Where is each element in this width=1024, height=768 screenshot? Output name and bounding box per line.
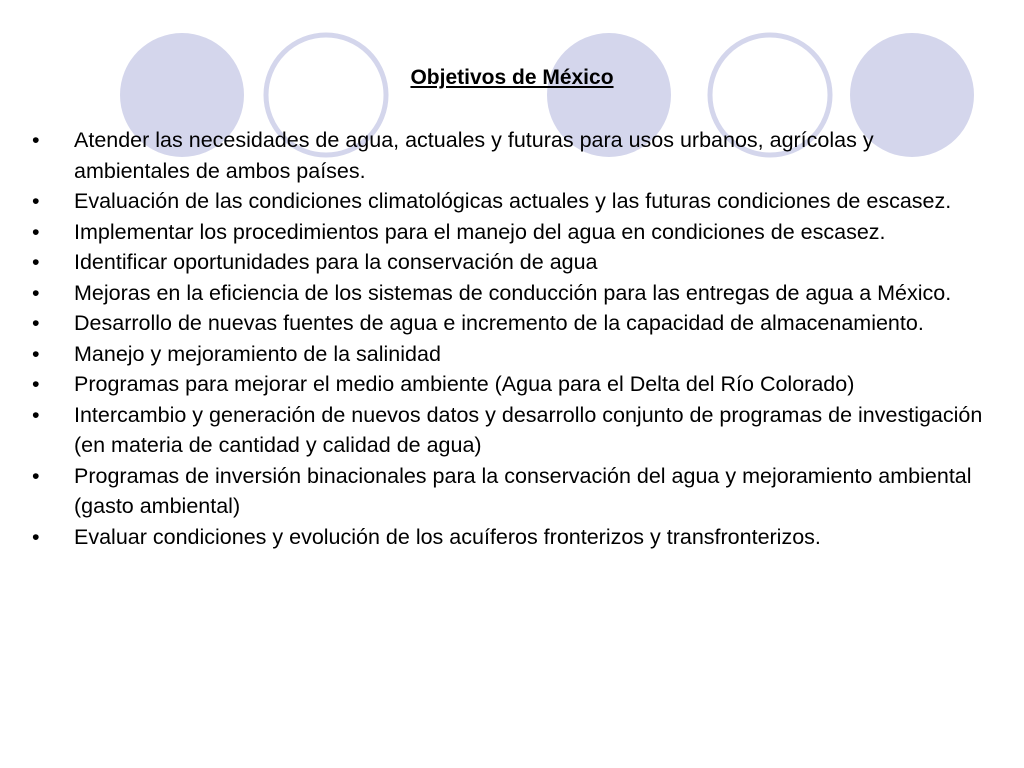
list-item <box>30 217 990 248</box>
objectives-list <box>30 125 990 552</box>
list-item-text: Programas de inversión binacionales para la conservación del agua y mejoramiento ambiental (gasto ambiental) <box>74 463 972 518</box>
list-item <box>30 461 990 522</box>
slide-title: Objetivos de México <box>410 66 614 89</box>
list-item <box>30 522 990 553</box>
list-item <box>30 125 990 186</box>
list-item <box>30 247 990 278</box>
bullet-icon: • <box>32 402 40 427</box>
bullet-icon: • <box>32 128 40 152</box>
list-item-text: Desarrollo de nuevas fuentes de agua e incremento de la capacidad de almacenamiento. <box>74 311 924 335</box>
list-item-text: Mejoras en la eficiencia de los sistemas de conducción para las entregas de agua a México. <box>74 280 952 305</box>
list-item <box>30 400 990 461</box>
bullet-icon: • <box>32 463 40 488</box>
bullet-icon: • <box>32 372 40 396</box>
list-item-text: Atender las necesidades de agua, actuales y futuras para usos urbanos, agrícolas y ambientales de ambos países. <box>74 128 874 183</box>
list-item <box>30 186 990 217</box>
list-item <box>30 369 990 400</box>
list-item-text: Evaluar condiciones y evolución de los acuíferos fronterizos y transfronterizos. <box>74 524 821 549</box>
list-item <box>30 308 990 339</box>
bullet-icon: • <box>32 524 40 549</box>
list-item-text: Identificar oportunidades para la conservación de agua <box>74 250 598 274</box>
bullet-icon: • <box>32 280 40 305</box>
list-item <box>30 339 990 370</box>
bullet-icon: • <box>32 311 40 335</box>
bullet-icon: • <box>32 341 40 366</box>
bullet-icon: • <box>32 250 40 274</box>
list-item-text: Manejo y mejoramiento de la salinidad <box>74 341 441 366</box>
list-item-text: Implementar los procedimientos para el manejo del agua en condiciones de escasez. <box>74 219 886 244</box>
list-item-text: Programas para mejorar el medio ambiente (Agua para el Delta del Río Colorado) <box>74 372 855 396</box>
list-item <box>30 278 990 309</box>
list-item-text: Evaluación de las condiciones climatológicas actuales y las futuras condiciones de escasez. <box>74 189 952 213</box>
list-item-text: Intercambio y generación de nuevos datos y desarrollo conjunto de programas de investigación (en materia de cantidad y calidad de agua) <box>74 402 983 457</box>
bullet-icon: • <box>32 189 40 213</box>
bullet-icon: • <box>32 219 40 244</box>
